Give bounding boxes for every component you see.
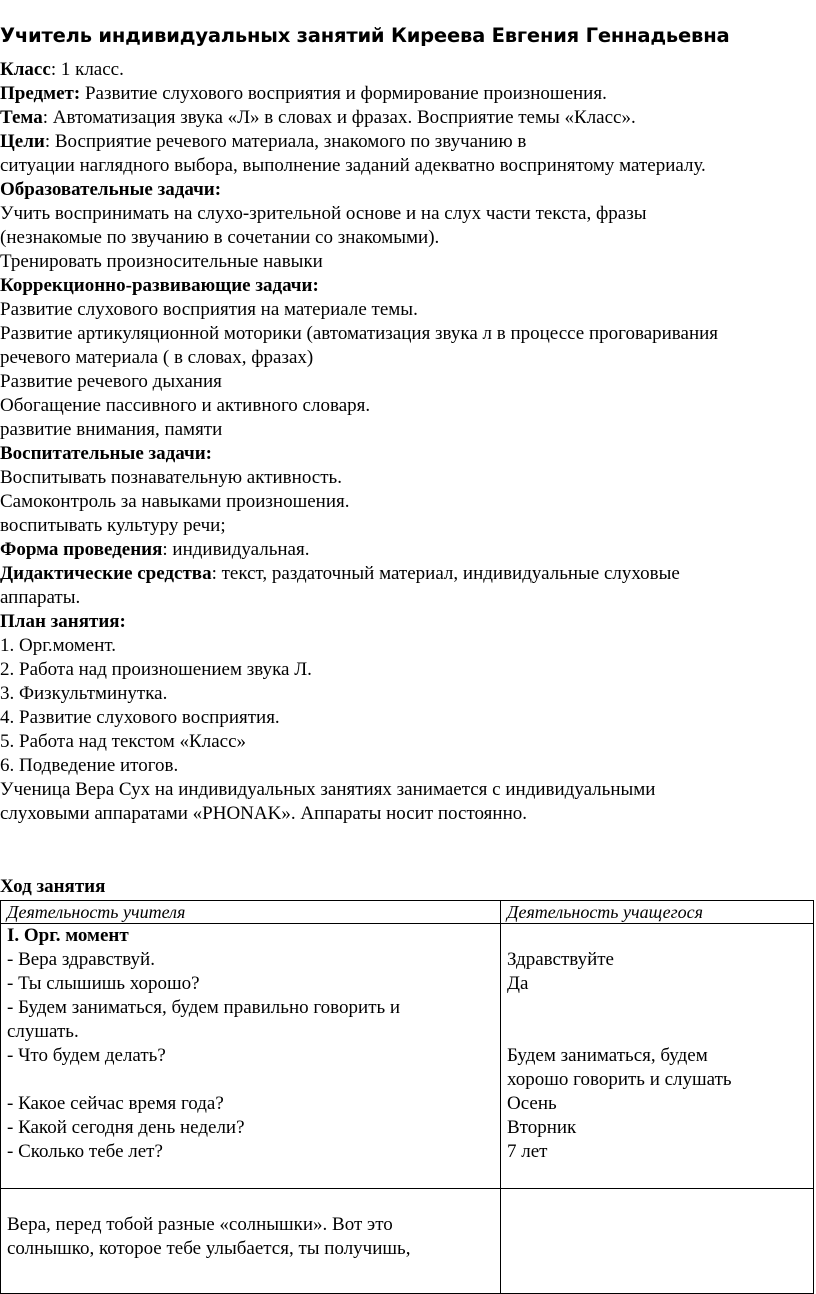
- form-value: : индивидуальная.: [162, 539, 310, 560]
- class-label: Класс: [0, 59, 51, 80]
- document-title: Учитель индивидуальных занятий Киреева Евгения Геннадьевна: [0, 24, 730, 47]
- plan-item: 6. Подведение итогов.: [0, 755, 179, 776]
- didactic-label: Дидактические средства: [0, 563, 212, 584]
- table-row: [1, 1189, 814, 1294]
- upbringing-item: воспитывать культуру речи;: [0, 515, 226, 536]
- didactic-value: : текст, раздаточный материал, индивидуальные слуховые: [211, 563, 680, 584]
- student-line: 7 лет: [507, 1141, 548, 1162]
- teacher-line: - Ты слышишь хорошо?: [7, 973, 200, 994]
- goals-label: Цели: [0, 131, 45, 152]
- subject-value: Развитие слухового восприятия и формирование произношения.: [80, 83, 607, 104]
- plan-heading: План занятия:: [0, 611, 126, 632]
- topic-label: Тема: [0, 107, 43, 128]
- goals-value: : Восприятие речевого материала, знакомого по звучанию в: [44, 131, 527, 152]
- teacher-activity-cell: [1, 1189, 501, 1294]
- correctional-item: Обогащение пассивного и активного словаря.: [0, 395, 371, 416]
- student-column-header: Деятельность учащегося: [501, 901, 814, 924]
- teacher-activity-cell: [1, 924, 501, 1189]
- teacher-line: слушать.: [7, 1021, 79, 1042]
- student-line: [507, 996, 807, 1020]
- student-line: [507, 924, 807, 948]
- correctional-item: Развитие слухового восприятия на материале темы.: [0, 299, 418, 320]
- student-line: [507, 1020, 807, 1044]
- teacher-line: [7, 1068, 494, 1092]
- subject-line: [0, 82, 607, 106]
- upbringing-item: Воспитывать познавательную активность.: [0, 467, 342, 488]
- teacher-line: - Какое сейчас время года?: [7, 1093, 224, 1114]
- table-header-row: [1, 901, 814, 924]
- student-line: Вторник: [507, 1117, 577, 1138]
- student-line: Да: [507, 973, 529, 994]
- didactic-continuation: аппараты.: [0, 587, 81, 608]
- topic-line: [0, 106, 636, 130]
- educational-item: Учить воспринимать на слухо-зрительной основе и на слух части текста, фразы: [0, 203, 647, 224]
- student-line: Будем заниматься, будем: [507, 1045, 708, 1066]
- student-activity-cell: [501, 924, 814, 1189]
- teacher-line: - Вера здравствуй.: [7, 949, 155, 970]
- didactic-line: [0, 562, 680, 586]
- subject-label: Предмет:: [0, 83, 81, 104]
- table-row: [1, 924, 814, 1189]
- plan-item: 2. Работа над произношением звука Л.: [0, 659, 312, 680]
- student-line: Осень: [507, 1093, 557, 1114]
- form-line: [0, 538, 309, 562]
- teacher-line: Вера, перед тобой разные «солнышки». Вот это: [7, 1214, 393, 1235]
- form-label: Форма проведения: [0, 539, 163, 560]
- lesson-section-title: Ход занятия: [0, 876, 106, 897]
- teacher-line: солнышко, которое тебе улыбается, ты получишь,: [7, 1238, 411, 1259]
- student-note: Ученица Вера Сух на индивидуальных занятиях занимается с индивидуальными: [0, 779, 656, 800]
- upbringing-heading: Воспитательные задачи:: [0, 443, 212, 464]
- teacher-line: - Будем заниматься, будем правильно говорить и: [7, 997, 401, 1018]
- stage-title: I. Орг. момент: [7, 925, 129, 946]
- educational-item: (незнакомые по звучанию в сочетании со знакомыми).: [0, 227, 440, 248]
- teacher-column-header: Деятельность учителя: [1, 901, 501, 924]
- student-activity-cell: [501, 1189, 814, 1294]
- class-value: 1 класс.: [60, 59, 124, 80]
- plan-item: 5. Работа над текстом «Класс»: [0, 731, 246, 752]
- plan-item: 3. Физкультминутка.: [0, 683, 168, 704]
- correctional-item: Развитие речевого дыхания: [0, 371, 222, 392]
- plan-item: 4. Развитие слухового восприятия.: [0, 707, 280, 728]
- goals-continuation: ситуации наглядного выбора, выполнение заданий адекватно воспринятому материалу.: [0, 155, 706, 176]
- correctional-item: речевого материала ( в словах, фразах): [0, 347, 314, 368]
- educational-item: Тренировать произносительные навыки: [0, 251, 323, 272]
- correctional-item: развитие внимания, памяти: [0, 419, 223, 440]
- upbringing-item: Самоконтроль за навыками произношения.: [0, 491, 350, 512]
- class-sep: :: [50, 59, 61, 80]
- correctional-item: Развитие артикуляционной моторики (автоматизация звука л в процессе проговаривания: [0, 323, 719, 344]
- student-line: хорошо говорить и слушать: [507, 1069, 732, 1090]
- plan-item: 1. Орг.момент.: [0, 635, 117, 656]
- lesson-table: [0, 900, 814, 1294]
- educational-heading: Образовательные задачи:: [0, 179, 222, 200]
- student-note: слуховыми аппаратами «PHONAK». Аппараты носит постоянно.: [0, 803, 527, 824]
- student-line: Здравствуйте: [507, 949, 614, 970]
- teacher-line: - Что будем делать?: [7, 1045, 166, 1066]
- class-line: [0, 58, 124, 82]
- topic-value: : Автоматизация звука «Л» в словах и фразах. Восприятие темы «Класс».: [42, 107, 636, 128]
- goals-line: [0, 130, 526, 154]
- correctional-heading: Коррекционно-развивающие задачи:: [0, 275, 319, 296]
- teacher-line: - Сколько тебе лет?: [7, 1141, 163, 1162]
- teacher-line: - Какой сегодня день недели?: [7, 1117, 245, 1138]
